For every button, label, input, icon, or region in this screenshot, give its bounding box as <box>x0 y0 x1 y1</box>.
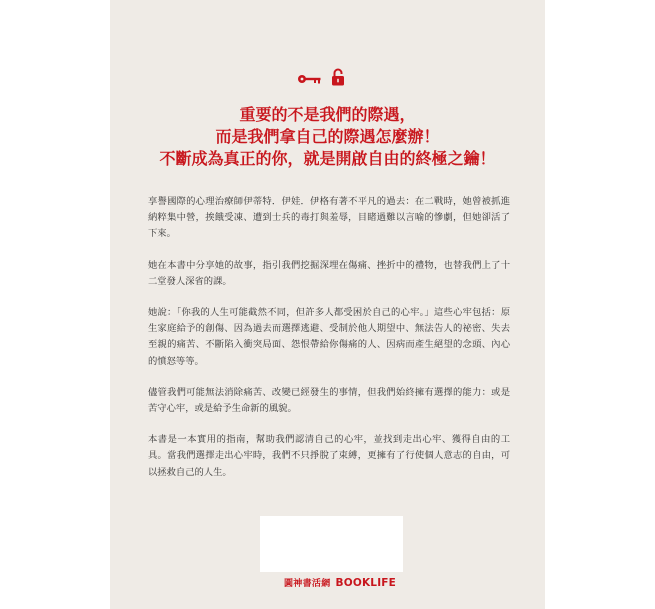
publisher-zh: 圓神書活網 <box>284 579 331 589</box>
paragraph: 本書是一本實用的指南，幫助我們認清自己的心牢，並找到走出心牢、獲得自由的工具。當我們選擇走出心牢時，我們不只掙脫了束縛，更擁有了行使個人意志的自由，可以拯救自己的人生。 <box>148 434 510 478</box>
headline-line: 重要的不是我們的際遇， <box>239 105 416 124</box>
headline <box>110 104 545 170</box>
paragraph: 儘管我們可能無法消除痛苦、改變已經發生的事情，但我們始終擁有選擇的能力：或是苦守心牢，或是給予生命新的風貌。 <box>148 386 510 415</box>
paragraph: 她說：「你我的人生可能截然不同，但許多人都受困於自己的心牢。」這些心牢包括：原生家庭給予的創傷、因為過去而選擇逃避、受制於他人期望中、無法告人的祕密、失去至親的痛苦、不斷陷入衝突局面、怨恨帶給你傷痛的人、因病而產生絕望的念頭、內心的憤怒等等。 <box>148 307 510 367</box>
key-icon <box>297 70 323 89</box>
headline-line: 而是我們拿自己的際遇怎麼辦！ <box>215 127 440 146</box>
body-text <box>148 194 510 496</box>
back-cover <box>110 0 545 609</box>
lock-icon <box>331 68 345 90</box>
publisher-logo <box>284 576 396 589</box>
publisher-en: BOOKLIFE <box>335 576 397 589</box>
barcode-area <box>260 516 403 572</box>
icon-row <box>297 68 345 90</box>
headline-line: 不斷成為真正的你，就是開啟自由的終極之鑰！ <box>159 149 496 168</box>
paragraph: 她在本書中分享她的故事，指引我們挖掘深埋在傷痛、挫折中的禮物，也替我們上了十二堂發人深省的課。 <box>148 259 510 287</box>
paragraph: 享譽國際的心理治療師伊蒂特．伊娃．伊格有著不平凡的過去：在二戰時，她曾被抓進納粹集中營，挨餓受凍、遭到士兵的毒打與羞辱，目睹過難以言喻的慘劇，但她卻活了下來。 <box>148 196 510 240</box>
